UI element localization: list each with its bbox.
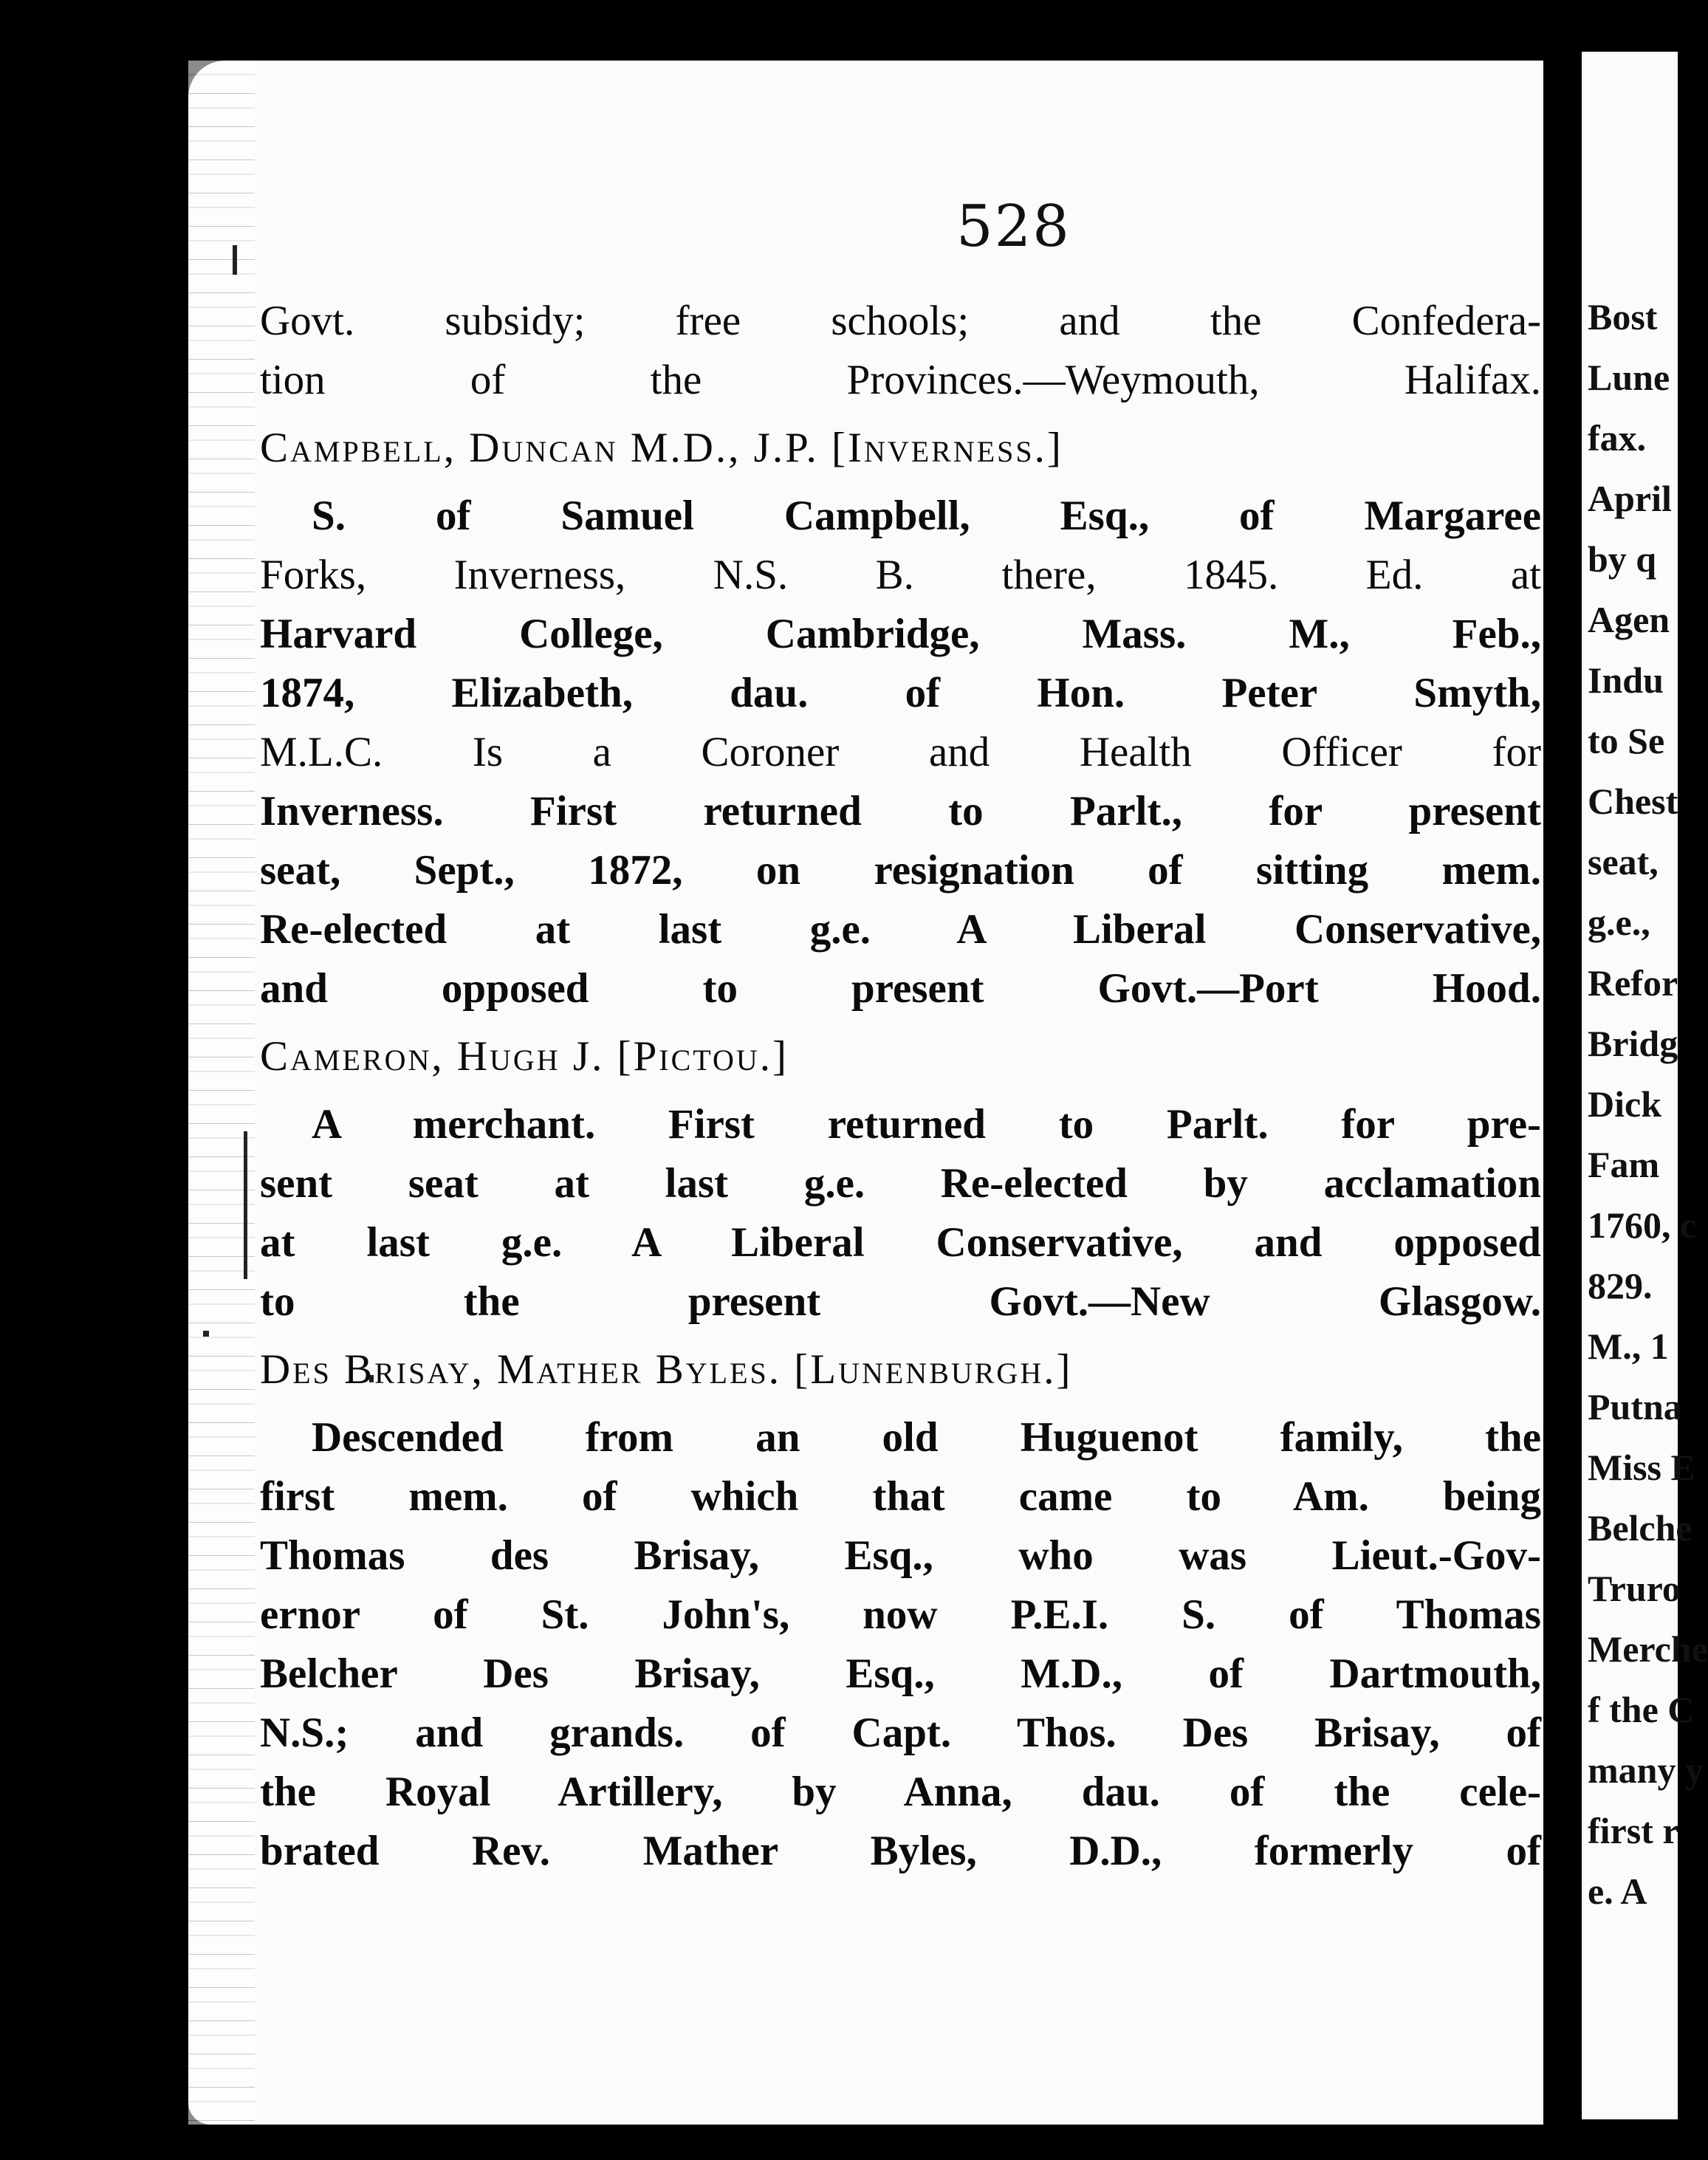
facing-page-text: Truro — [1588, 1568, 1681, 1609]
text-line: Thomas des Brisay, Esq., who was Lieut.-Gov- — [260, 1532, 1541, 1579]
text-line: Inverness. First returned to Parlt., for present — [260, 788, 1541, 834]
page-body-text — [260, 292, 1541, 1881]
text-line: and opposed to present Govt.—Port Hood. — [260, 965, 1541, 1012]
text-line: Belcher Des Brisay, Esq., M.D., of Dartmouth, — [260, 1650, 1541, 1697]
facing-page-text: 1760, c — [1588, 1204, 1697, 1246]
scan-speck — [233, 245, 237, 275]
text-line: ernor of St. John's, now P.E.I. S. of Thomas — [260, 1591, 1541, 1638]
facing-page-text: Belche — [1588, 1507, 1692, 1549]
facing-page-fragment — [1582, 52, 1708, 2119]
text-line: seat, Sept., 1872, on resignation of sitting mem. — [260, 847, 1541, 894]
text-line: M.L.C. Is a Coroner and Health Officer for — [260, 729, 1541, 775]
facing-page-text: Indu — [1588, 659, 1664, 701]
facing-page-text: Dick — [1588, 1083, 1661, 1125]
facing-page-text: many y — [1588, 1749, 1704, 1791]
facing-page-text: Fam — [1588, 1144, 1660, 1185]
text-line: the Royal Artillery, by Anna, dau. of the cele- — [260, 1769, 1541, 1815]
facing-page-text: Agen — [1588, 599, 1670, 640]
facing-page-text: Chest — [1588, 781, 1678, 822]
facing-page-text: first r — [1588, 1810, 1679, 1851]
text-line: sent seat at last g.e. Re-elected by acclamation — [260, 1160, 1541, 1207]
facing-page-text: Miss E — [1588, 1447, 1695, 1488]
facing-page-text: M., 1 — [1588, 1326, 1669, 1367]
text-line: at last g.e. A Liberal Conservative, and opposed — [260, 1219, 1541, 1266]
facing-page-text: to Se — [1588, 720, 1665, 761]
text-line: A merchant. First returned to Parlt. for pre- — [312, 1101, 1541, 1148]
facing-page-text: fax. — [1588, 417, 1647, 459]
entry-heading: Des Brisay, Mather Byles. [Lunenburgh.] — [260, 1346, 1073, 1393]
facing-page-text: Merche — [1588, 1628, 1708, 1670]
facing-page-text: April — [1588, 478, 1672, 519]
facing-page-text: Refor — [1588, 962, 1678, 1004]
text-line: tion of the Provinces.—Weymouth, Halifax. — [260, 357, 1541, 403]
facing-page-text: seat, — [1588, 841, 1659, 882]
text-line: Re-elected at last g.e. A Liberal Conservative, — [260, 906, 1541, 953]
facing-page-text: 829. — [1588, 1265, 1653, 1306]
text-line: brated Rev. Mather Byles, D.D., formerly of — [260, 1828, 1541, 1874]
text-line: S. of Samuel Campbell, Esq., of Margaree — [312, 493, 1541, 539]
text-line: to the present Govt.—New Glasgow. — [260, 1278, 1541, 1325]
page-number: 528 — [956, 193, 1071, 260]
facing-page-text: Putna — [1588, 1386, 1682, 1427]
text-line: Govt. subsidy; free schools; and the Confedera- — [260, 298, 1541, 344]
facing-page-text: g.e., — [1588, 902, 1650, 943]
text-line: first mem. of which that came to Am. being — [260, 1473, 1541, 1520]
text-line: Harvard College, Cambridge, Mass. M., Feb., — [260, 611, 1541, 657]
facing-page-text: Bridg — [1588, 1023, 1678, 1064]
text-line: N.S.; and grands. of Capt. Thos. Des Brisay, of — [260, 1710, 1541, 1756]
facing-page-text: Lune — [1588, 357, 1670, 398]
facing-page-text: Bost — [1588, 296, 1658, 337]
scan-speck — [244, 1131, 247, 1279]
page-gutter-shading — [188, 61, 255, 2125]
facing-page-text: by q — [1588, 538, 1657, 580]
entry-heading: Campbell, Duncan M.D., J.P. [Inverness.] — [260, 425, 1063, 471]
facing-page-text: e. A — [1588, 1871, 1647, 1912]
text-line: Forks, Inverness, N.S. B. there, 1845. Ed. at — [260, 552, 1541, 598]
book-binding-shadow — [1543, 52, 1582, 2160]
scan-speck — [203, 1331, 209, 1337]
facing-page-text: f the C — [1588, 1689, 1695, 1730]
text-line: Descended from an old Huguenot family, the — [312, 1414, 1541, 1461]
entry-heading: Cameron, Hugh J. [Pictou.] — [260, 1033, 789, 1080]
text-line: 1874, Elizabeth, dau. of Hon. Peter Smyth, — [260, 670, 1541, 716]
